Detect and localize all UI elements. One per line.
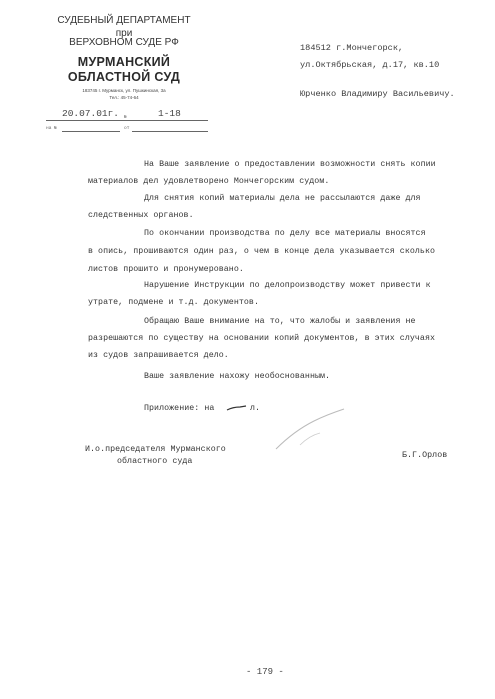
body-line: из судов запрашивается дело. bbox=[88, 351, 229, 360]
body-line: материалов дел удовлетворено Мончегорским судом. bbox=[88, 177, 330, 186]
body-line: разрешаются по существу на основании копий документов, в этих случаях bbox=[88, 334, 435, 343]
handwritten-page-count bbox=[226, 402, 248, 414]
body-line: Для снятия копий материалы дела не рассылаются даже для bbox=[144, 194, 421, 203]
body-line: По окончании производства по делу все материалы вносятся bbox=[144, 229, 426, 238]
letter-number: 1-18 bbox=[158, 108, 181, 119]
number-label: № bbox=[124, 115, 127, 120]
from-label: от bbox=[124, 126, 130, 131]
body-line: На Ваше заявление о предоставлении возможности снять копии bbox=[144, 160, 436, 169]
attachment-sheets: л. bbox=[250, 404, 261, 413]
body-line: следственных органов. bbox=[88, 211, 194, 220]
letterhead-supreme-court: ВЕРХОВНОМ СУДЕ РФ bbox=[69, 37, 179, 48]
on-number-label: на № bbox=[46, 126, 57, 131]
letterhead-department: СУДЕБНЫЙ ДЕПАРТАМЕНТ bbox=[57, 15, 191, 26]
signatory-title-court: областного суда bbox=[117, 457, 193, 466]
signature-mark bbox=[270, 405, 350, 455]
court-name-line1: МУРМАНСКИЙ bbox=[77, 55, 171, 69]
recipient-street: ул.Октябрьская, д.17, кв.10 bbox=[300, 60, 440, 70]
body-line: утрате, подмене и т.д. документов. bbox=[88, 298, 259, 307]
court-name-line2: ОБЛАСТНОЙ СУД bbox=[67, 70, 181, 84]
from-underline bbox=[132, 131, 208, 132]
court-phone: Тел.: 45-74-64 bbox=[109, 95, 139, 100]
reference-underline bbox=[46, 120, 208, 121]
letterhead-pri: при bbox=[115, 28, 133, 39]
attachment-label: Приложение: на bbox=[144, 404, 215, 413]
recipient-postcode-city: 184512 г.Мончегорск, bbox=[300, 43, 404, 53]
signatory-name: Б.Г.Орлов bbox=[402, 451, 448, 460]
signatory-title: И.о.председателя Мурманского bbox=[85, 445, 226, 454]
body-line: в опись, прошиваются один раз, о чем в конце дела указывается сколько bbox=[88, 247, 435, 256]
body-line: Нарушение Инструкции по делопроизводству может привести к bbox=[144, 281, 431, 290]
letter-date: 20.07.01г. bbox=[62, 108, 120, 119]
body-line: Ваше заявление нахожу необоснованным. bbox=[144, 372, 331, 381]
court-address: 183745 г. Мурманск, ул. Пушкинская, 3а bbox=[82, 88, 166, 93]
on-number-underline bbox=[62, 131, 120, 132]
body-line: Обращаю Ваше внимание на то, что жалобы и заявления не bbox=[144, 317, 416, 326]
body-line: листов прошито и пронумеровано. bbox=[88, 265, 244, 274]
page-number: - 179 - bbox=[246, 667, 284, 677]
recipient-name: Юрченко Владимиру Васильевичу. bbox=[300, 89, 455, 99]
